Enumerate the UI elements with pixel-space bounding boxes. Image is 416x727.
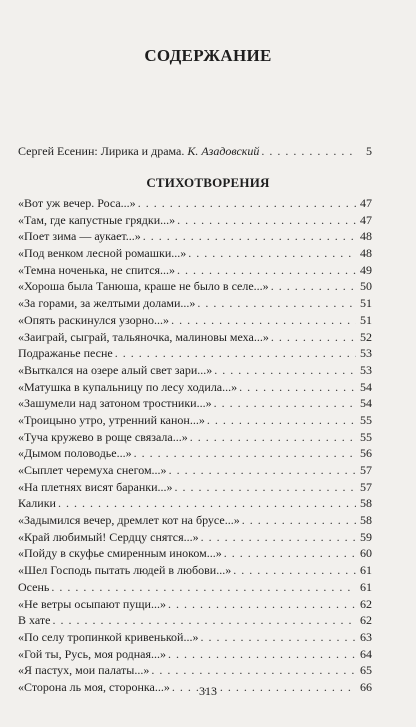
toc-entry — [18, 278, 372, 295]
leader-dots — [271, 278, 356, 295]
toc-entry — [18, 312, 372, 329]
page-number: 61 — [360, 563, 372, 578]
leader-dots — [115, 345, 356, 362]
page-number: 50 — [360, 279, 372, 294]
toc-entry — [18, 212, 372, 229]
entry-title: «Гой ты, Русь, моя родная...» — [18, 646, 166, 661]
entry-title: «Опять раскинулся узорно...» — [18, 312, 170, 327]
leader-dots — [175, 479, 356, 496]
entry-title: «Под венком лесной ромашки...» — [18, 246, 187, 261]
toc-entry — [18, 329, 372, 346]
page-number: 47 — [360, 212, 372, 227]
page-number: 65 — [360, 663, 372, 678]
page-number: 59 — [360, 529, 372, 544]
toc-entry — [18, 512, 372, 529]
entry-title: «Пойду в скуфье смиренным иноком...» — [18, 546, 222, 561]
leader-dots — [58, 495, 356, 512]
toc-entry — [18, 579, 372, 596]
leader-dots — [51, 579, 356, 596]
toc-entry — [18, 245, 372, 262]
page-number: 58 — [360, 513, 372, 528]
leader-dots — [224, 545, 356, 562]
toc-entry — [18, 345, 372, 362]
page-number: 49 — [360, 262, 372, 277]
entry-title: «Дымом половодье...» — [18, 446, 132, 461]
entry-title: Подражанье песне — [18, 346, 113, 361]
page-number: 62 — [360, 613, 372, 628]
leader-dots — [190, 429, 356, 446]
leader-dots — [134, 445, 356, 462]
entry-title: Калики — [18, 496, 56, 511]
entry-title: В хате — [18, 613, 51, 628]
entry-title: «Край любимый! Сердцу снятся...» — [18, 529, 199, 544]
toc-entry — [18, 429, 372, 446]
toc-entry — [18, 495, 372, 512]
page-number: 66 — [360, 679, 372, 694]
toc-entry — [18, 662, 372, 679]
page-number: 55 — [360, 429, 372, 444]
entry-title: «Матушка в купальницу по лесу ходила...» — [18, 379, 238, 394]
toc-entry — [18, 596, 372, 613]
leader-dots — [151, 662, 356, 679]
page-number: 63 — [360, 629, 372, 644]
entry-title: «Я пастух, мои палаты...» — [18, 663, 150, 678]
leader-dots — [242, 512, 356, 529]
leader-dots — [168, 596, 356, 613]
leader-dots — [200, 629, 356, 646]
leader-dots — [171, 312, 356, 329]
toc-entry-intro — [18, 143, 372, 159]
intro-text: Сергей Есенин: Лирика и драма. — [18, 144, 185, 158]
page-number: 57 — [360, 463, 372, 477]
entry-title: «Троицыно утро, утренний канон...» — [18, 412, 205, 427]
leader-dots — [143, 228, 356, 245]
page-number: 61 — [360, 579, 372, 594]
toc-entry — [18, 228, 372, 245]
page-number: 62 — [360, 596, 372, 611]
toc-entry — [18, 445, 372, 462]
toc-entry — [18, 262, 372, 279]
entry-title: «Заиграй, сыграй, тальяночка, малиновы меха...» — [18, 329, 269, 344]
leader-dots — [197, 295, 356, 312]
entry-title: «Выткался на озере алый свет зари...» — [18, 362, 213, 377]
leader-dots — [169, 462, 356, 479]
page-title: СОДЕРЖАНИЕ — [144, 46, 272, 65]
section-heading: СТИХОТВОРЕНИЯ — [146, 175, 270, 190]
entry-title: «Сторона ль моя, сторонка...» — [18, 679, 170, 694]
toc-entry — [18, 462, 372, 479]
page-number: 54 — [360, 396, 372, 411]
page-number: 57 — [360, 479, 372, 494]
page-number: 51 — [360, 312, 372, 327]
toc-list — [0, 195, 416, 696]
page-number: 55 — [360, 412, 372, 427]
toc-entry — [18, 646, 372, 663]
toc-entry — [18, 195, 372, 212]
toc-entry — [18, 629, 372, 646]
entry-title: Осень — [18, 579, 50, 594]
folio-number: 313 — [199, 684, 217, 698]
toc-entry — [18, 529, 372, 546]
page-number: 60 — [360, 546, 372, 561]
entry-title: «Сыплет черемуха снегом...» — [18, 463, 167, 477]
page-number: 52 — [360, 329, 372, 344]
page-number: 47 — [360, 196, 372, 210]
toc-entry — [18, 545, 372, 562]
entry-title: «Там, где капустные грядки...» — [18, 212, 176, 227]
leader-dots — [177, 262, 356, 279]
entry-title: «Поет зима — аукает...» — [18, 229, 141, 244]
toc-entry — [18, 295, 372, 312]
entry-title: «Темна ноченька, не спится...» — [18, 262, 176, 277]
page-number: 51 — [360, 296, 372, 311]
leader-dots — [214, 362, 356, 379]
entry-title: «По селу тропинкой кривенькой...» — [18, 629, 199, 644]
leader-dots — [214, 395, 356, 412]
toc-entry — [18, 362, 372, 379]
entry-title: «Хороша была Танюша, краше не было в селе...» — [18, 279, 269, 294]
leader-dots — [201, 529, 356, 546]
entry-title: «Зашумели над затоном тростники...» — [18, 396, 212, 411]
toc-entry — [18, 395, 372, 412]
entry-title: «Туча кружево в роще связала...» — [18, 429, 188, 444]
toc-entry — [18, 562, 372, 579]
entry-title: «За горами, за желтыми долами...» — [18, 296, 196, 311]
toc-entry — [18, 612, 372, 629]
toc-entry — [18, 379, 372, 396]
entry-title: «На плетнях висят баранки...» — [18, 479, 173, 494]
leader-dots — [168, 646, 356, 663]
leader-dots — [271, 329, 356, 346]
page-number: 58 — [360, 496, 372, 511]
page-number: 5 — [366, 144, 372, 158]
page-number: 56 — [360, 446, 372, 461]
entry-title: «Шел Господь пытать людей в любови...» — [18, 563, 232, 578]
page-number: 53 — [360, 362, 372, 377]
leader-dots — [233, 562, 356, 579]
toc-entry — [18, 412, 372, 429]
leader-dots — [261, 143, 356, 159]
leader-dots — [239, 379, 356, 396]
leader-dots — [138, 195, 356, 212]
intro-author: К. Азадовский — [187, 144, 260, 158]
entry-title: «Задымился вечер, дремлет кот на брусе...» — [18, 513, 240, 528]
page-number: 53 — [360, 346, 372, 361]
leader-dots — [188, 245, 356, 262]
page-number: 54 — [360, 379, 372, 394]
page-number: 64 — [360, 646, 372, 661]
entry-title: «Вот уж вечер. Роса...» — [18, 196, 136, 210]
toc-entry — [18, 479, 372, 496]
leader-dots — [52, 612, 356, 629]
leader-dots — [207, 412, 356, 429]
page-number: 48 — [360, 246, 372, 261]
entry-title: «Не ветры осыпают пущи...» — [18, 596, 166, 611]
leader-dots — [177, 212, 356, 229]
page-number: 48 — [360, 229, 372, 244]
